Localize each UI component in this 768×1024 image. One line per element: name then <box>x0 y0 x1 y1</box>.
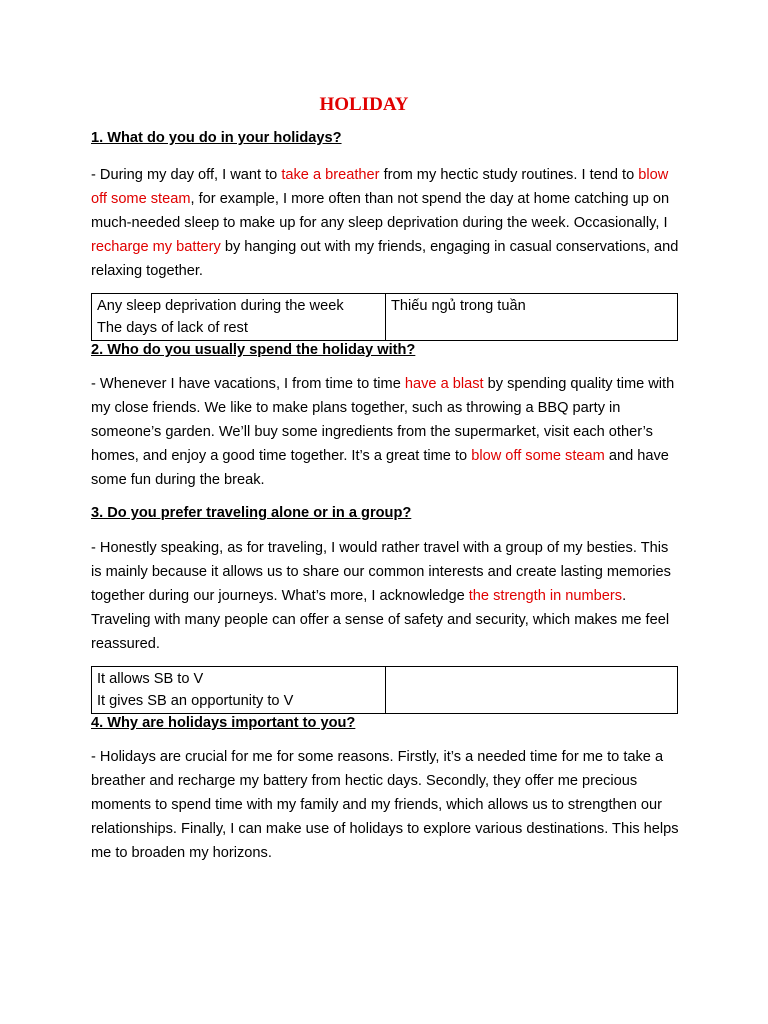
answer-text: - Holidays are crucial for me for some reasons. Firstly, it’s a needed time for me to take a breather and recharge my battery from hectic days. Secondly, they offer me precious moments to spend time with my family and my friends, which allows us to strengthen our relationships. Finally, I can make use of holidays to explore various destinations. This helps me to broaden my horizons. <box>91 749 679 861</box>
table-line: Any sleep deprivation during the week <box>97 298 344 314</box>
answer-text: . Traveling with many people can offer a sense of safety and security, which makes me feel reassured. <box>91 588 670 652</box>
table-line: Thiếu ngủ trong tuần <box>391 298 526 314</box>
answer-text: - Honestly speaking, as for traveling, I would rather travel with a group of my besties. This is mainly because it allows us to share our common interests and create lasting memories together during our journeys. What’s more, I acknowledge <box>91 540 671 604</box>
table-cell-translation <box>386 294 678 341</box>
table-cell-translation <box>386 667 678 714</box>
answer-paragraph <box>91 536 681 656</box>
answer-text: from my hectic study routines. I tend to <box>379 167 639 183</box>
highlighted-phrase: recharge my battery <box>91 239 221 255</box>
highlighted-phrase: take a breather <box>281 167 380 183</box>
highlighted-phrase: the strength in numbers <box>468 588 623 604</box>
highlighted-phrase: have a blast <box>404 376 484 392</box>
answer-text: - During my day off, I want to <box>91 167 282 183</box>
answer-paragraph <box>91 745 681 865</box>
answer-text: by hanging out with my friends, engaging in casual conservations, and relaxing together. <box>91 239 679 279</box>
answer-text: by spending quality time with my close friends. We like to make plans together, such as throwing a BBQ party in someone’s garden. We’ll buy some ingredients from the supermarket, visit each other’s homes, and enjoy a good time together. It’s a great time to <box>91 376 675 464</box>
highlighted-phrase: blow off some steam <box>91 167 669 207</box>
table-cell-english <box>92 294 386 341</box>
answer-text: , for example, I more often than not spend the day at home catching up on much-needed sleep to make up for any sleep deprivation during the week. Occasionally, I <box>91 191 670 231</box>
answer-paragraph <box>91 163 681 283</box>
answer-text: - Whenever I have vacations, I from time to time <box>91 376 405 392</box>
table-row <box>92 667 678 714</box>
question-heading: 1. What do you do in your holidays? <box>91 130 342 146</box>
vocabulary-table <box>91 666 678 714</box>
highlighted-phrase: blow off some steam <box>471 448 605 464</box>
table-cell-english <box>92 667 386 714</box>
table-line: The days of lack of rest <box>97 320 248 336</box>
question-heading: 2. Who do you usually spend the holiday with? <box>91 342 416 358</box>
table-line: It allows SB to V <box>97 671 204 687</box>
question-heading: 3. Do you prefer traveling alone or in a group? <box>91 505 412 521</box>
answer-paragraph <box>91 372 681 492</box>
table-row <box>92 294 678 341</box>
answer-text: and have some fun during the break. <box>91 448 669 488</box>
page-title: HOLIDAY <box>319 94 409 115</box>
table-line: It gives SB an opportunity to V <box>97 693 294 709</box>
question-heading: 4. Why are holidays important to you? <box>91 715 356 731</box>
vocabulary-table <box>91 293 678 341</box>
